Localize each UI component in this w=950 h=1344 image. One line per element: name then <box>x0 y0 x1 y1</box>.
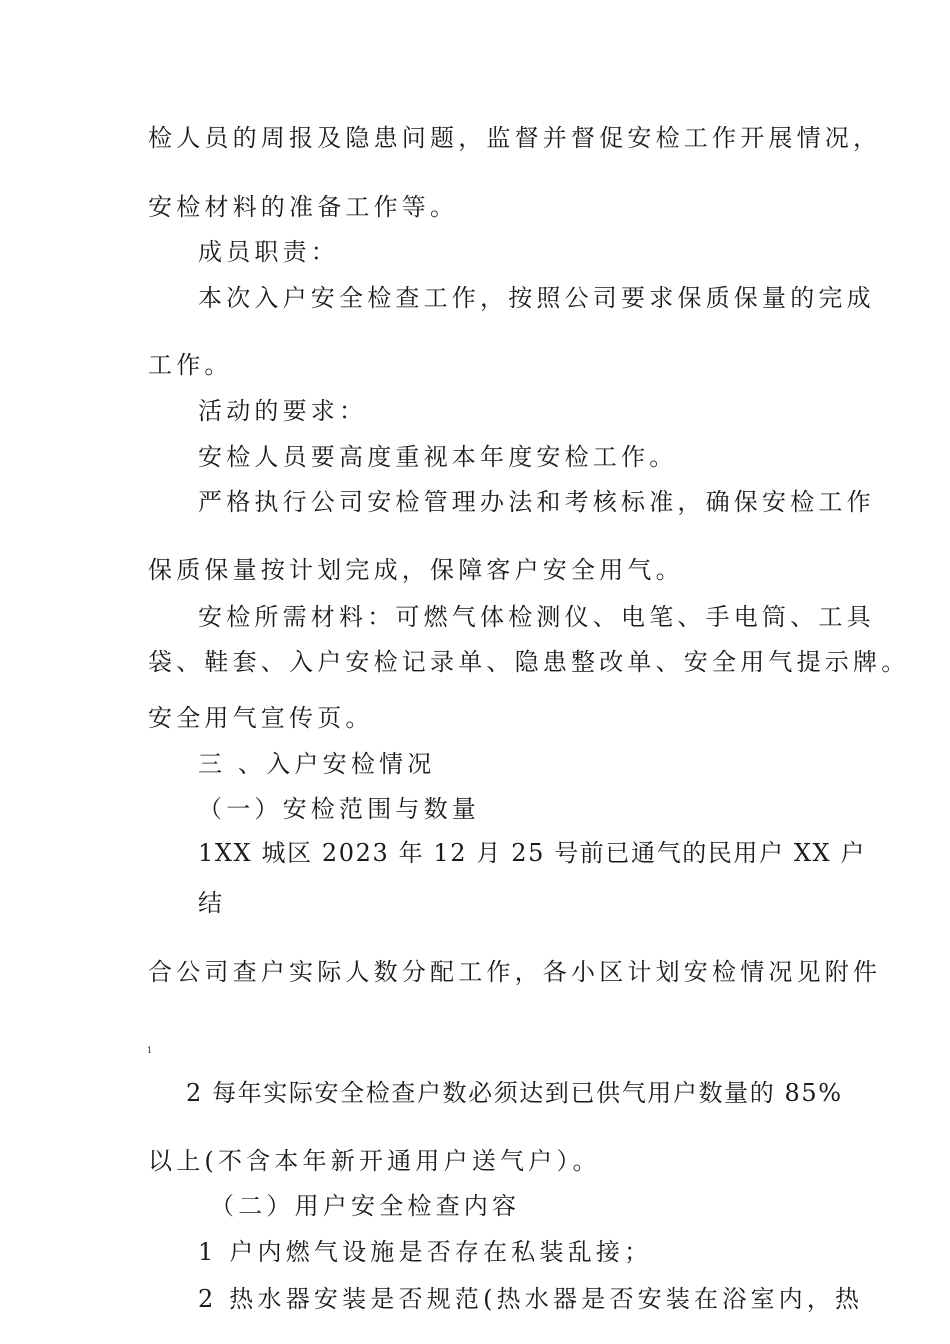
paragraph-line-4: 本次入户安全检查工作，按照公司要求保质保量的完成 <box>198 284 875 312</box>
paragraph-line-19: 2 每年实际安全检查户数必须达到已供气用户数量的 85% <box>186 1079 843 1107</box>
paragraph-line-5: 工作。 <box>148 351 233 379</box>
paragraph-line-15: 1XX 城区 2023 年 12 月 25 号前已通气的民用户 XX 户 <box>198 839 867 867</box>
paragraph-line-9: 保质保量按计划完成，保障客户安全用气。 <box>148 556 684 584</box>
paragraph-line-10: 安检所需材料：可燃气体检测仪、电笔、手电筒、工具 <box>198 603 875 631</box>
paragraph-line-20: 以上(不含本年新开通用户送气户）。 <box>148 1147 601 1175</box>
paragraph-line-7: 安检人员要高度重视本年度安检工作。 <box>198 443 678 471</box>
paragraph-line-16: 结 <box>198 889 227 917</box>
paragraph-line-6: 活动的要求： <box>198 397 368 425</box>
paragraph-line-12: 安全用气宣传页。 <box>148 704 374 732</box>
paragraph-line-23: 2 热水器安装是否规范(热水器是否安装在浴室内，热 <box>198 1285 864 1313</box>
paragraph-line-17: 合公司查户实际人数分配工作，各小区计划安检情况见附件 <box>148 958 882 986</box>
subsection-heading-2: （二）用户安全检查内容 <box>210 1192 521 1220</box>
footnote-marker: 1 <box>147 1046 153 1055</box>
paragraph-line-2: 安检材料的准备工作等。 <box>148 193 459 221</box>
paragraph-line-11: 袋、鞋套、入户安检记录单、隐患整改单、安全用气提示牌。 <box>148 648 910 676</box>
paragraph-line-1: 检人员的周报及隐患问题，监督并督促安检工作开展情况， <box>148 124 882 152</box>
subsection-heading-1: （一）安检范围与数量 <box>198 795 480 823</box>
paragraph-line-3: 成员职责： <box>198 238 339 266</box>
paragraph-line-22: 1 户内燃气设施是否存在私装乱接； <box>198 1238 653 1266</box>
paragraph-line-8: 严格执行公司安检管理办法和考核标准，确保安检工作 <box>198 488 875 516</box>
section-heading-3: 三 、入户安检情况 <box>198 750 436 778</box>
